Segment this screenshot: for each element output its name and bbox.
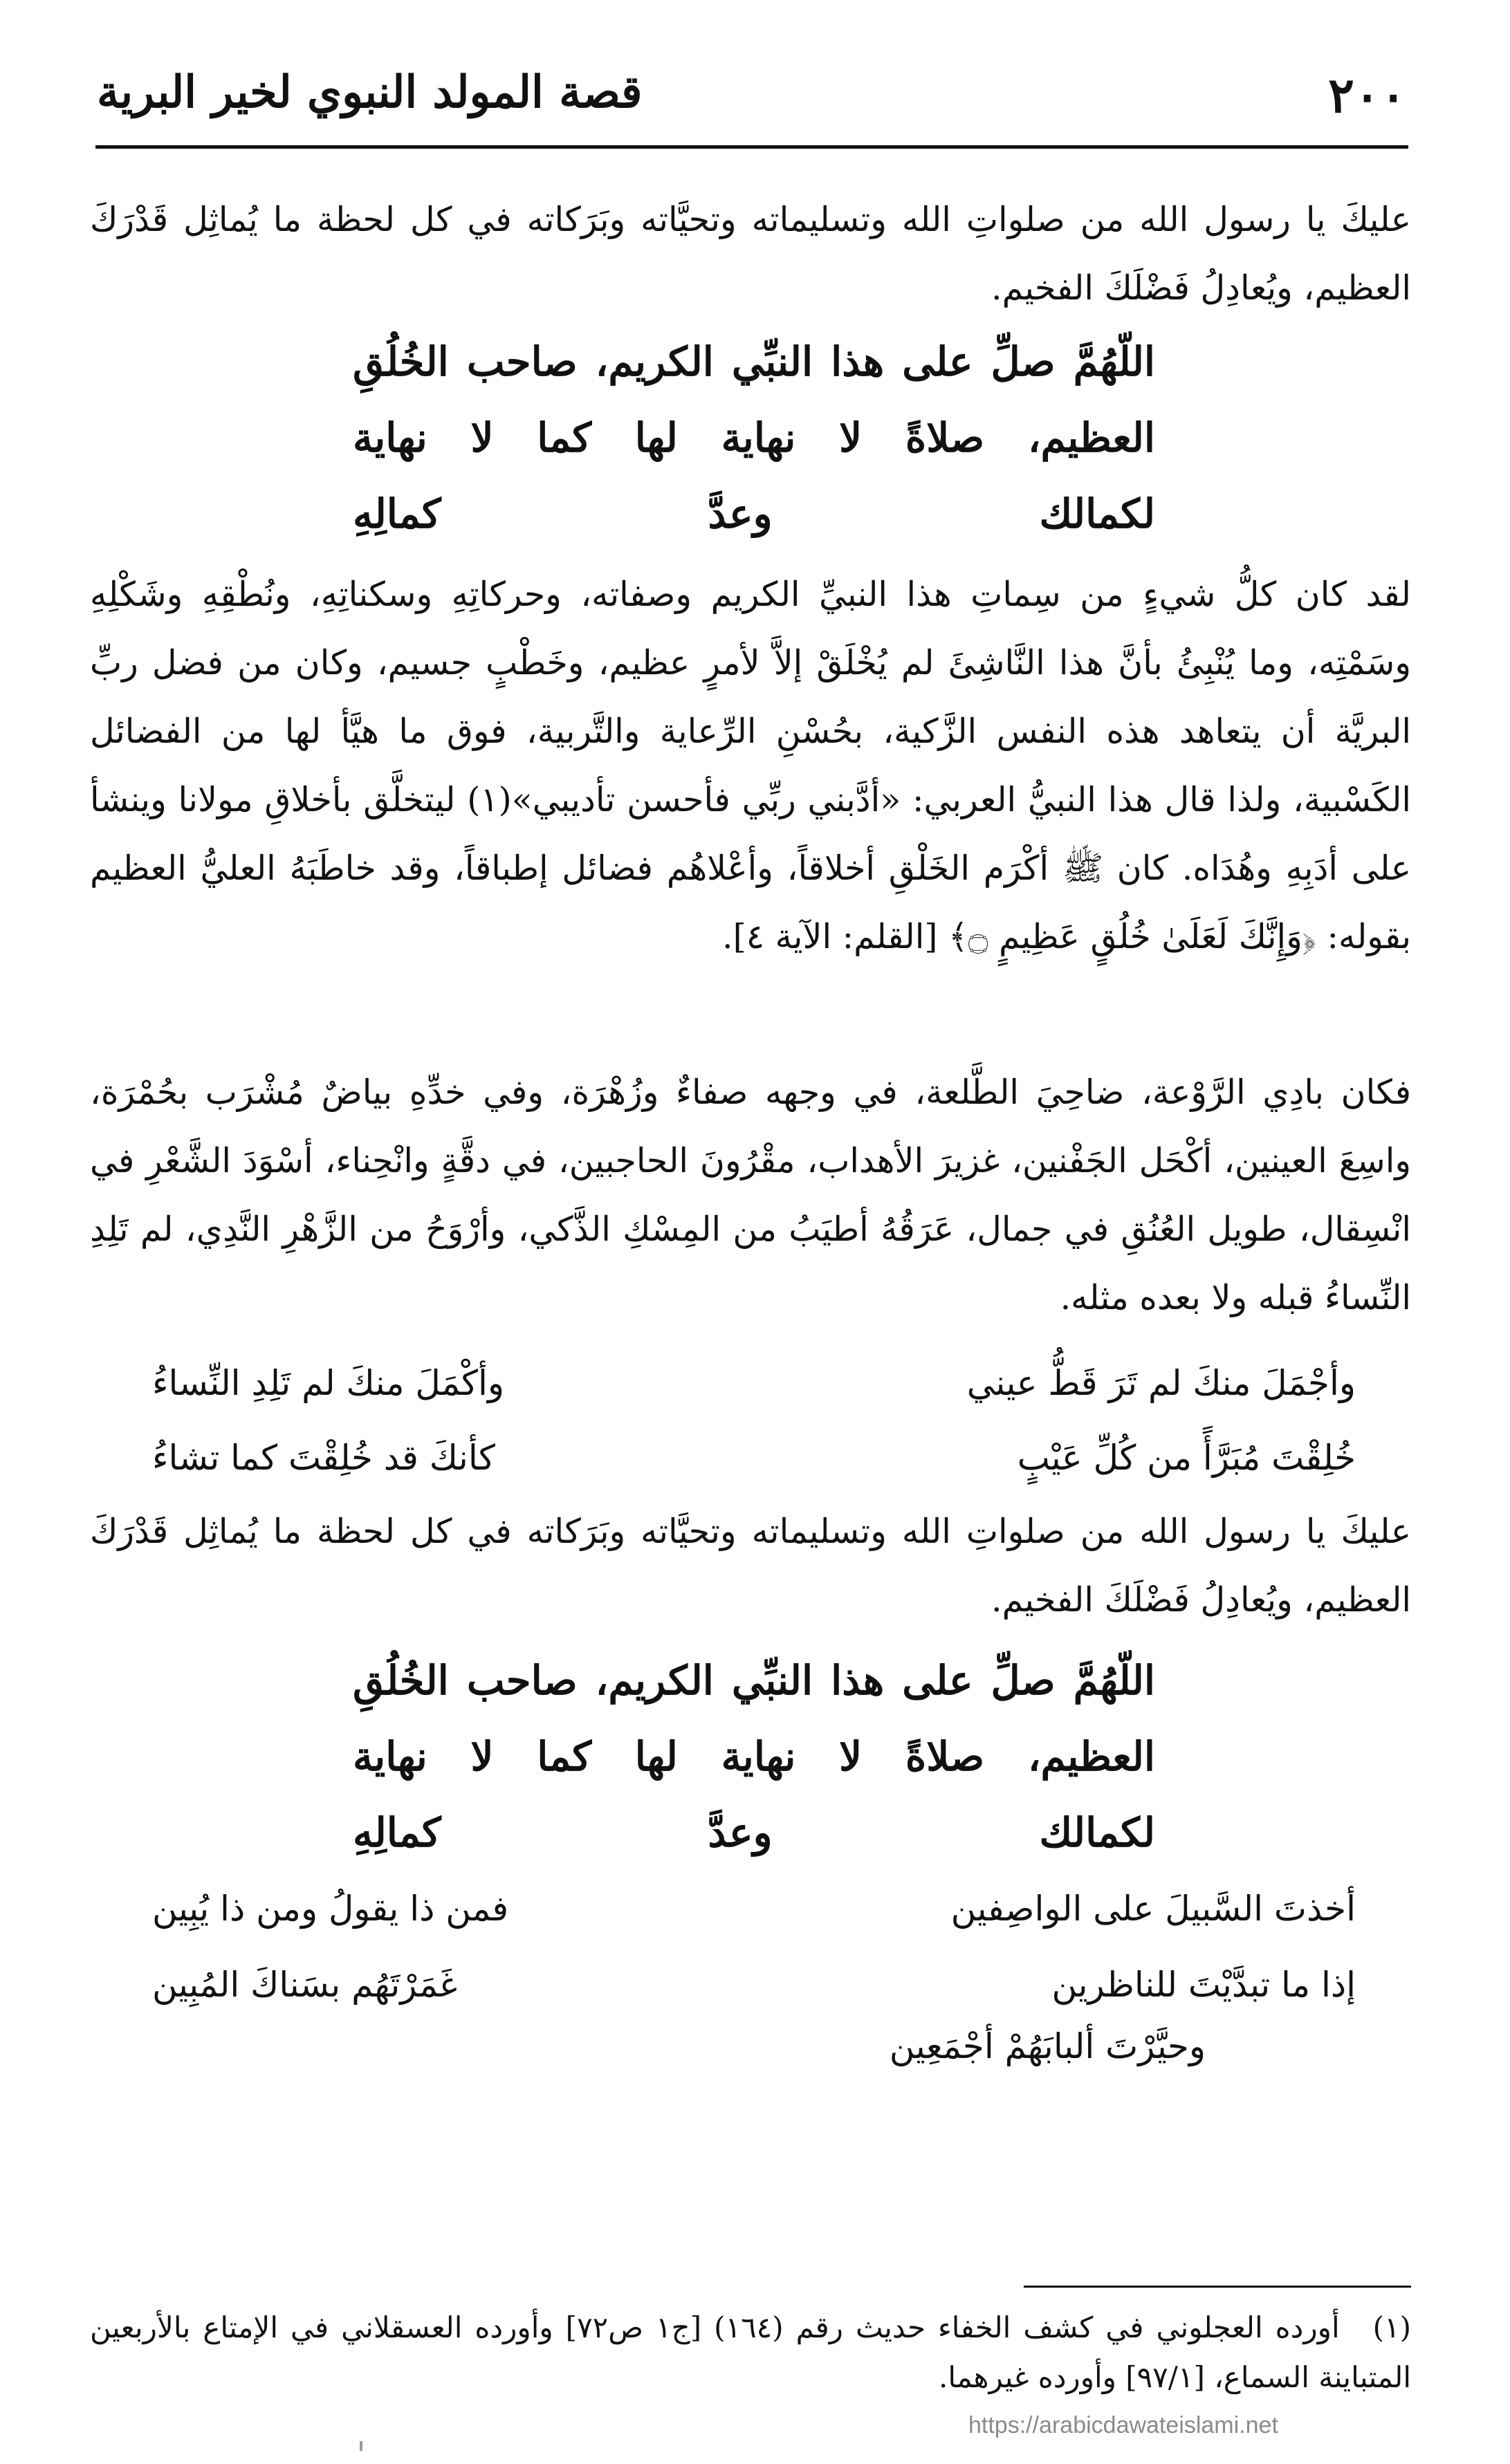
- salawat-line-2: العظيم، صلاةً لا نهاية لها كما لا نهاية: [353, 1733, 1155, 1780]
- verse-hemistich-right: خُلِقْتَ مُبَرَّأً من كُلِّ عَيْبٍ: [1017, 1438, 1356, 1478]
- salawat-block-2: [353, 1642, 1155, 1871]
- verse-hemistich-right: وأجْمَلَ منكَ لم تَرَ قَطُّ عيني: [966, 1363, 1356, 1403]
- paragraph-description: لقد كان كلُّ شيءٍ من سِماتِ هذا النبيِّ الكريم وصفاته، وحركاتِهِ وسكناتِهِ، ونُطْقِهِ وشَكْلِهِ وسَمْتِه، وما يُنْبِئُ بأنَّ هذا النَّاشِئَ لم يُخْلَقْ إلاَّ لأمرٍ عظيم، وخَطْبٍ جسيم، وكان من فضل ربِّ البريَّة أن يتعاهد هذه النفس الزَّكية، بحُسْنِ الرِّعاية والتَّربية، فوق ما هيَّأ لها من الفضائل الكَسْبية، ولذا قال هذا النبيُّ العربي: «أدَّبني ربِّي فأحسن تأديبي»(١) ليتخلَّق بأخلاقِ مولانا وينشأ على أدَبِهِ وهُدَاه. كان ﷺ أكْرَم الخَلْقِ أخلاقاً، وأعْلاهُم فضائل إطباقاً، وقد خاطَبَهُ العليُّ العظيم بقوله: ﴿وَإِنَّكَ لَعَلَىٰ خُلُقٍ عَظِيمٍ ۝﴾ [القلم: الآية ٤].: [90, 575, 1411, 956]
- salawat-line-1: اللّهُمَّ صلِّ على هذا النبِّي الكريم، صاحب الخُلُقِ: [353, 1657, 1155, 1704]
- verse-hemistich-left: غَمَرْتَهُم بسَناكَ المُبِين: [152, 1965, 457, 2005]
- salawat-line-3: لكمالك وعدَّ كمالِهِ: [353, 490, 1155, 537]
- verse-row-2: [152, 1425, 1356, 1491]
- verse-row-3: [152, 1875, 1356, 1942]
- footnote: [90, 2303, 1411, 2402]
- paragraph-salutation-2: عليكَ يا رسول الله من صلواتِ الله وتسليماته وتحيَّاته وبَرَكاته في كل لحظة ما يُماثِل قَدْرَكَ العظيم، ويُعادِلُ فَضْلَكَ الفخيم.: [90, 1512, 1411, 1620]
- salawat-line-2: العظيم، صلاةً لا نهاية لها كما لا نهاية: [353, 414, 1155, 461]
- verse-hemistich-left: كأنكَ قد خُلِقْتَ كما تشاءُ: [152, 1438, 495, 1478]
- running-title: قصة المولد النبوي لخير البرية: [97, 66, 643, 118]
- salawat-line-1: اللّهُمَّ صلِّ على هذا النبِّي الكريم، صاحب الخُلُقِ: [353, 338, 1155, 385]
- watermark-url: https://arabicdawateislami.net: [968, 2412, 1278, 2438]
- verse-row-1: [152, 1350, 1356, 1416]
- verse-single-line: وحيَّرْتَ ألبابَهُمْ أجْمَعِين: [889, 2026, 1206, 2066]
- footnote-text: أورده العجلوني في كشف الخفاء حديث رقم (١٦٤) [ج١ ص٧٢] وأورده العسقلاني في الإمتاع بالأربعين المتباينة السماع، [٩٧/١] وأورده غيرهما.: [90, 2310, 1411, 2394]
- paragraph-features: فكان بادِي الرَّوْعة، ضاحِيَ الطَّلعة، في وجهه صفاءٌ وزُهْرَة، وفي خدِّهِ بياضٌ مُشْرَب بحُمْرَة، واسِعَ العينين، أكْحَل الجَفْنين، غزيرَ الأهداب، مقْرُونَ الحاجبين، في دقَّةٍ وانْحِناء، أسْوَدَ الشَّعْرِ في انْسِقال، طويل العُنُقِ في جمال، عَرَقُهُ أطيَبُ من المِسْكِ الذَّكي، وأرْوَحُ من الزَّهْرِ النَّدِي، لم تَلِدِ النِّساءُ قبله ولا بعده مثله.: [90, 1073, 1411, 1317]
- verse-row-4: [152, 1952, 1356, 2018]
- salawat-block-1: [353, 324, 1155, 552]
- footnote-rule: [1024, 2286, 1411, 2288]
- verse-hemistich-left: فمن ذا يقولُ ومن ذا يُبِين: [152, 1889, 509, 1929]
- salawat-line-3: لكمالك وعدَّ كمالِهِ: [353, 1809, 1155, 1856]
- verse-hemistich-left: وأكْمَلَ منكَ لم تَلِدِ النِّساءُ: [152, 1363, 504, 1403]
- footnote-marker: (١): [1372, 2310, 1412, 2344]
- scan-mark: [360, 2441, 362, 2451]
- page-number: ٢٠٠: [1328, 66, 1406, 124]
- verse-hemistich-right: إذا ما تبدَّيْتَ للناظرين: [1051, 1965, 1356, 2005]
- paragraph-salutation-1: عليكَ يا رسول الله من صلواتِ الله وتسليماته وتحيَّاته وبَرَكاته في كل لحظة ما يُماثِل قَدْرَكَ العظيم، ويُعادِلُ فَضْلَكَ الفخيم.: [90, 200, 1411, 308]
- header-rule: [95, 145, 1408, 149]
- verse-hemistich-right: أخذتَ السَّبيلَ على الواصِفين: [950, 1889, 1356, 1929]
